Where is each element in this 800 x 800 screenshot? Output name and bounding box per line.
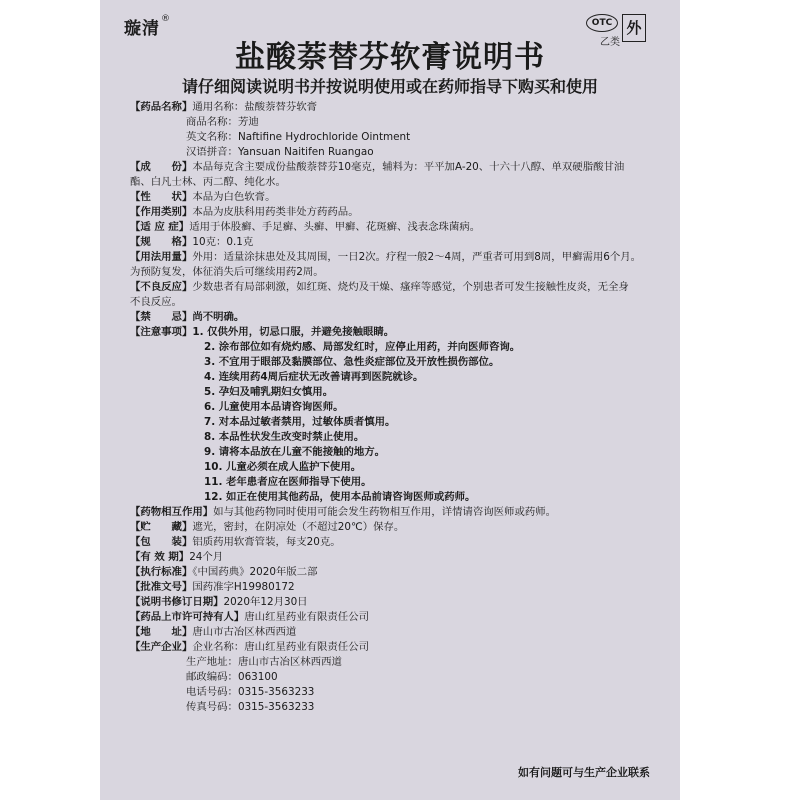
registered-mark: ® bbox=[161, 14, 171, 24]
approval-section bbox=[130, 578, 658, 593]
precaution-item: 11. 老年患者应在医师指导下使用。 bbox=[204, 476, 372, 488]
manufacturer-tag: 【生产企业】 bbox=[130, 641, 193, 653]
composition-tag: 【成 份】 bbox=[130, 161, 193, 173]
specification-section bbox=[130, 233, 658, 248]
indications-section bbox=[130, 218, 658, 233]
adverse-text-line2: 不良反应。 bbox=[130, 296, 182, 308]
dosage-text-line1: 外用：适量涂抹患处及其周围，一日2次。疗程一般2～4周，严重者可用到8周，甲癣需用6个月。 bbox=[192, 251, 642, 263]
pinyin-name: 汉语拼音：Yansuan Naitifen Ruangao bbox=[186, 146, 374, 158]
license-holder-section bbox=[130, 608, 658, 623]
closing-note: 如有问题可与生产企业联系 bbox=[518, 766, 650, 779]
interactions-section bbox=[130, 503, 658, 518]
english-name: 英文名称：Naftifine Hydrochloride Ointment bbox=[186, 131, 411, 143]
approval-tag: 【批准文号】 bbox=[130, 581, 193, 593]
composition-section bbox=[130, 158, 658, 173]
specification-text: 10克：0.1克 bbox=[192, 236, 254, 248]
address-text: 唐山市古冶区林西西道 bbox=[192, 626, 297, 638]
approval-text: 国药准字H19980172 bbox=[192, 581, 295, 593]
package-section bbox=[130, 533, 658, 548]
otc-class-label: 乙类 bbox=[600, 37, 620, 48]
revision-tag: 【说明书修订日期】 bbox=[130, 596, 224, 608]
contraindications-tag: 【禁 忌】 bbox=[130, 311, 193, 323]
drug-name-tag: 【药品名称】 bbox=[130, 101, 193, 113]
precautions-tag: 【注意事项】 bbox=[130, 326, 193, 338]
indications-text: 适用于体股癣、手足癣、头癣、甲癣、花斑癣、浅表念珠菌病。 bbox=[189, 221, 481, 233]
dosage-text-line2: 为预防复发，体征消失后可继续用药2周。 bbox=[130, 266, 324, 278]
precautions-section bbox=[130, 323, 658, 338]
adverse-section bbox=[130, 278, 658, 293]
dosage-tag: 【用法用量】 bbox=[130, 251, 193, 263]
package-tag: 【包 装】 bbox=[130, 536, 193, 548]
manufacturer-section bbox=[130, 638, 658, 653]
precaution-item: 5. 孕妇及哺乳期妇女慎用。 bbox=[204, 386, 334, 398]
instruction-leaflet bbox=[100, 0, 680, 800]
appearance-tag: 【性 状】 bbox=[130, 191, 193, 203]
validity-tag: 【有 效 期】 bbox=[130, 551, 190, 563]
precaution-item: 10. 儿童必须在成人监护下使用。 bbox=[204, 461, 362, 473]
precaution-item: 3. 不宜用于眼部及黏膜部位、急性炎症部位及开放性损伤部位。 bbox=[204, 356, 500, 368]
validity-section bbox=[130, 548, 658, 563]
license-holder-tag: 【药品上市许可持有人】 bbox=[130, 611, 245, 623]
precaution-item: 9. 请将本品放在儿童不能接触的地方。 bbox=[204, 446, 386, 458]
category-tag: 【作用类别】 bbox=[130, 206, 193, 218]
category-text: 本品为皮肤科用药类非处方药药品。 bbox=[192, 206, 359, 218]
contraindications-text: 尚不明确。 bbox=[192, 311, 245, 323]
page-title: 盐酸萘替芬软膏说明书 bbox=[235, 40, 545, 75]
category-section bbox=[130, 203, 658, 218]
specification-tag: 【规 格】 bbox=[130, 236, 193, 248]
generic-name: 通用名称：盐酸萘替芬软膏 bbox=[192, 101, 318, 113]
precaution-item: 4. 连续用药4周后症状无改善请再到医院就诊。 bbox=[204, 371, 424, 383]
standard-tag: 【执行标准】 bbox=[130, 566, 193, 578]
trade-name: 商品名称：芳迪 bbox=[186, 116, 259, 128]
composition-text-line1: 本品每克含主要成份盐酸萘替芬10毫克，辅料为：平平加A-20、十六十八醇、单双硬脂酸甘油 bbox=[192, 161, 625, 173]
precaution-item: 6. 儿童使用本品请咨询医师。 bbox=[204, 401, 344, 413]
interactions-tag: 【药物相互作用】 bbox=[130, 506, 214, 518]
appearance-text: 本品为白色软膏。 bbox=[192, 191, 276, 203]
precaution-item: 12. 如正在使用其他药品，使用本品前请咨询医师或药师。 bbox=[204, 491, 476, 503]
standard-section bbox=[130, 563, 658, 578]
brand-logo: 璇清® bbox=[124, 14, 171, 39]
address-tag: 【地 址】 bbox=[130, 626, 193, 638]
package-text: 铝质药用软膏管装，每支20克。 bbox=[192, 536, 341, 548]
revision-text: 2020年12月30日 bbox=[223, 596, 308, 608]
dosage-section bbox=[130, 248, 658, 263]
validity-text: 24个月 bbox=[189, 551, 224, 563]
manufacturer-fax: 传真号码：0315-3563233 bbox=[186, 701, 315, 713]
indications-tag: 【适 应 症】 bbox=[130, 221, 190, 233]
storage-text: 遮光，密封，在阴凉处（不超过20℃）保存。 bbox=[192, 521, 405, 533]
contraindications-section bbox=[130, 308, 658, 323]
adverse-tag: 【不良反应】 bbox=[130, 281, 193, 293]
adverse-text-line1: 少数患者有局部刺激，如红斑、烧灼及干燥、瘙痒等感觉，个别患者可发生接触性皮炎，无全身 bbox=[192, 281, 629, 293]
standard-text: 《中国药典》2020年版二部 bbox=[192, 566, 318, 578]
manufacturer-name: 企业名称：唐山红星药业有限责任公司 bbox=[192, 641, 369, 653]
storage-tag: 【贮 藏】 bbox=[130, 521, 193, 533]
manufacturer-phone: 电话号码：0315-3563233 bbox=[186, 686, 315, 698]
appearance-section bbox=[130, 188, 658, 203]
leaflet-body bbox=[130, 98, 658, 713]
manufacturer-postcode: 邮政编码：063100 bbox=[186, 671, 278, 683]
precaution-item: 7. 对本品过敏者禁用，过敏体质者慎用。 bbox=[204, 416, 396, 428]
composition-text-line2: 酯、白凡士林、丙二醇、纯化水。 bbox=[130, 176, 286, 188]
precaution-item: 2. 涂布部位如有烧灼感、局部发红时，应停止用药，并向医师咨询。 bbox=[204, 341, 521, 353]
otc-badge: OTC bbox=[586, 14, 618, 32]
external-use-mark: 外 bbox=[622, 14, 646, 42]
drug-name-section bbox=[130, 98, 658, 113]
revision-section bbox=[130, 593, 658, 608]
page-subtitle: 请仔细阅读说明书并按说明使用或在药师指导下购买和使用 bbox=[181, 77, 598, 96]
license-holder-text: 唐山红星药业有限责任公司 bbox=[244, 611, 369, 623]
manufacturer-address: 生产地址：唐山市古冶区林西西道 bbox=[186, 656, 342, 668]
storage-section bbox=[130, 518, 658, 533]
precaution-item: 8. 本品性状发生改变时禁止使用。 bbox=[204, 431, 365, 443]
precaution-item: 1. 仅供外用，切忌口服，并避免接触眼睛。 bbox=[192, 326, 395, 338]
address-section bbox=[130, 623, 658, 638]
interactions-text: 如与其他药物同时使用可能会发生药物相互作用，详情请咨询医师或药师。 bbox=[213, 506, 557, 518]
